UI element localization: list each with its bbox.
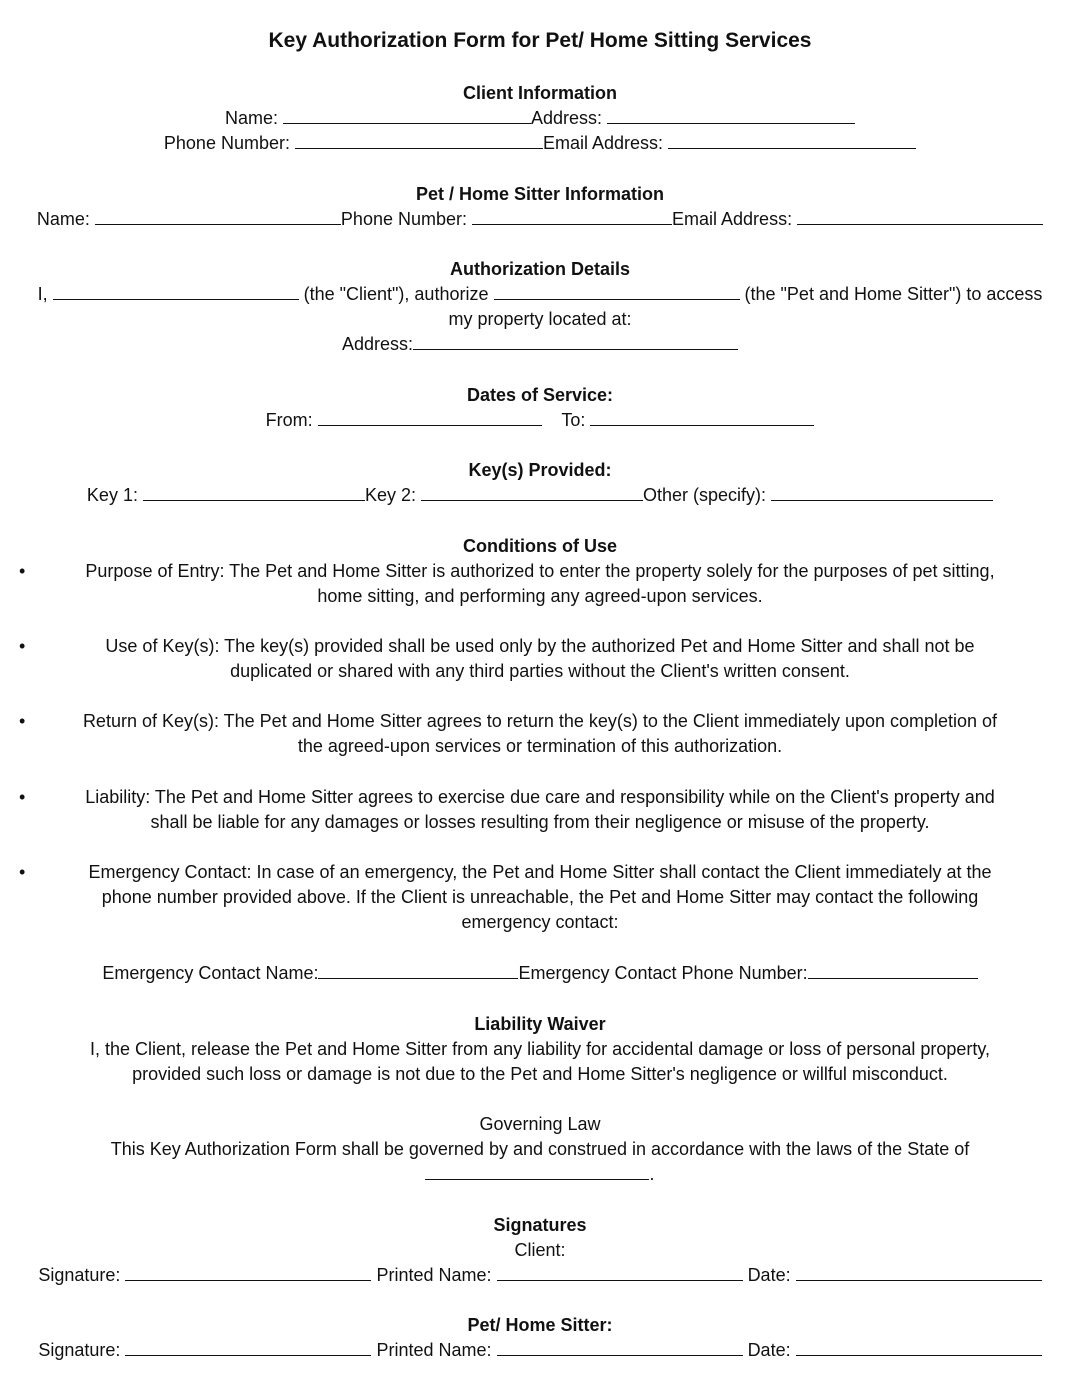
client-name-field[interactable] xyxy=(283,106,531,124)
client-signature-field[interactable] xyxy=(125,1263,371,1281)
signatures-heading: Signatures xyxy=(493,1215,587,1235)
sitter-signature-field[interactable] xyxy=(125,1338,371,1356)
condition-item-line: Use of Key(s): The key(s) provided shall be used only by the authorized Pet and Home Sitter and shall not be xyxy=(105,636,975,656)
condition-item-line: emergency contact: xyxy=(461,912,619,932)
authorizing-client-field[interactable] xyxy=(53,282,299,300)
sitter-printed-name-field[interactable] xyxy=(497,1338,743,1356)
condition-bullet: • xyxy=(19,561,26,581)
sitter-phone-label: Phone Number: xyxy=(340,209,467,229)
sitter-info-heading: Pet / Home Sitter Information xyxy=(415,184,665,204)
condition-item-line: Purpose of Entry: The Pet and Home Sitter is authorized to enter the property solely for the purposes of pet sitting, xyxy=(85,561,995,581)
signature-label: Signature: xyxy=(38,1340,121,1360)
emergency-phone-field[interactable] xyxy=(808,961,978,979)
key2-field[interactable] xyxy=(421,483,643,501)
authorization-prefix: I, xyxy=(37,284,48,304)
property-address-field[interactable] xyxy=(413,332,738,350)
client-phone-label: Phone Number: xyxy=(163,133,290,153)
emergency-name-field[interactable] xyxy=(318,961,518,979)
waiver-line: provided such loss or damage is not due to the Pet and Home Sitter's negligence or willful misconduct. xyxy=(132,1064,948,1084)
authorized-sitter-field[interactable] xyxy=(494,282,740,300)
client-name-address-row xyxy=(0,106,1080,131)
key1-label: Key 1: xyxy=(86,485,138,505)
sitter-phone-field[interactable] xyxy=(472,207,672,225)
sitter-signature-heading: Pet/ Home Sitter: xyxy=(467,1315,613,1335)
sitter-name-field[interactable] xyxy=(95,207,341,225)
condition-bullet: • xyxy=(19,787,26,807)
emergency-phone-label: Emergency Contact Phone Number: xyxy=(518,963,808,983)
signature-label: Signature: xyxy=(38,1265,121,1285)
sitter-name-label: Name: xyxy=(36,209,90,229)
dates-heading: Dates of Service: xyxy=(466,385,614,405)
governing-line: This Key Authorization Form shall be governed by and construed in accordance with the laws of the State of xyxy=(110,1139,970,1159)
keys-heading: Key(s) Provided: xyxy=(468,460,612,480)
key2-label: Key 2: xyxy=(364,485,416,505)
from-label: From: xyxy=(265,410,313,430)
condition-bullet: • xyxy=(19,711,26,731)
to-label: To: xyxy=(561,410,586,430)
keys-row xyxy=(0,483,1080,508)
dates-row xyxy=(0,408,1080,433)
other-key-label: Other (specify): xyxy=(643,485,767,505)
authorization-line-2: my property located at: xyxy=(448,309,632,329)
governing-state-row xyxy=(0,1162,1080,1187)
condition-item-line: home sitting, and performing any agreed-upon services. xyxy=(317,586,763,606)
client-address-field[interactable] xyxy=(607,106,855,124)
key1-field[interactable] xyxy=(143,483,365,501)
form-title: Key Authorization Form for Pet/ Home Sitting Services xyxy=(268,29,812,52)
condition-item-line: Emergency Contact: In case of an emergency, the Pet and Home Sitter shall contact the Client immediately at the xyxy=(88,862,992,882)
authorization-line-1 xyxy=(0,282,1080,307)
condition-item-line: duplicated or shared with any third parties without the Client's written consent. xyxy=(230,661,850,681)
authorization-heading: Authorization Details xyxy=(449,259,630,279)
sitter-date-field[interactable] xyxy=(796,1338,1042,1356)
property-address-row xyxy=(0,332,1080,357)
condition-bullet: • xyxy=(19,636,26,656)
sitter-info-row xyxy=(0,207,1080,232)
client-phone-email-row xyxy=(0,131,1080,156)
condition-item-line: shall be liable for any damages or losses resulting from their negligence or misuse of the property. xyxy=(150,812,930,832)
state-field[interactable] xyxy=(425,1162,649,1180)
client-email-label: Email Address: xyxy=(543,133,664,153)
governing-heading: Governing Law xyxy=(479,1114,601,1134)
client-name-label: Name: xyxy=(224,108,278,128)
client-date-field[interactable] xyxy=(796,1263,1042,1281)
to-date-field[interactable] xyxy=(590,408,814,426)
condition-item-line: the agreed-upon services or termination of this authorization. xyxy=(297,736,783,756)
date-label: Date: xyxy=(747,1340,791,1360)
date-label: Date: xyxy=(747,1265,791,1285)
sitter-email-field[interactable] xyxy=(797,207,1043,225)
condition-item-line: Return of Key(s): The Pet and Home Sitter agrees to return the key(s) to the Client immediately upon completion of xyxy=(82,711,998,731)
client-email-field[interactable] xyxy=(668,131,916,149)
sitter-email-label: Email Address: xyxy=(672,209,793,229)
governing-period: . xyxy=(649,1164,655,1184)
other-key-field[interactable] xyxy=(771,483,993,501)
condition-item-line: Liability: The Pet and Home Sitter agrees to exercise due care and responsibility while on the Client's property and xyxy=(85,787,995,807)
client-phone-field[interactable] xyxy=(295,131,543,149)
printed-name-label: Printed Name: xyxy=(376,1340,492,1360)
waiver-heading: Liability Waiver xyxy=(474,1014,606,1034)
client-info-heading: Client Information xyxy=(463,83,617,103)
client-printed-name-field[interactable] xyxy=(497,1263,743,1281)
waiver-line: I, the Client, release the Pet and Home Sitter from any liability for accidental damage or loss of personal property, xyxy=(89,1039,991,1059)
property-address-label: Address: xyxy=(341,334,414,354)
condition-bullet: • xyxy=(19,862,26,882)
sitter-signature-row xyxy=(0,1338,1080,1363)
client-address-label: Address: xyxy=(530,108,603,128)
client-signature-row xyxy=(0,1263,1080,1288)
condition-item-line: phone number provided above. If the Client is unreachable, the Pet and Home Sitter may contact the following xyxy=(101,887,979,907)
emergency-contact-row xyxy=(0,961,1080,986)
client-signature-label: Client: xyxy=(514,1240,566,1260)
authorization-client-text: (the "Client"), authorize xyxy=(303,284,489,304)
printed-name-label: Printed Name: xyxy=(376,1265,492,1285)
authorization-sitter-text: (the "Pet and Home Sitter") to access xyxy=(744,284,1043,304)
conditions-heading: Conditions of Use xyxy=(463,536,617,556)
emergency-name-label: Emergency Contact Name: xyxy=(102,963,319,983)
from-date-field[interactable] xyxy=(318,408,542,426)
